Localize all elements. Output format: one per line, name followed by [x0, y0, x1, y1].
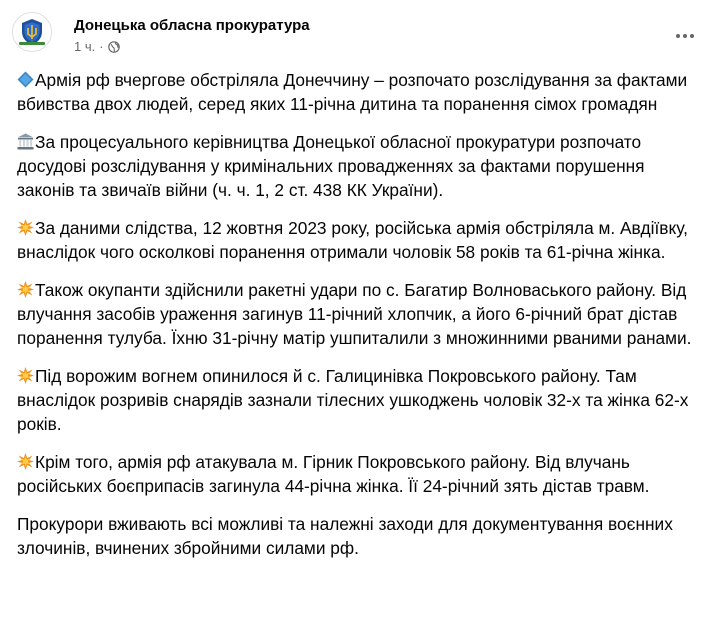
- post-paragraph: [17, 68, 702, 116]
- paragraph-text: Армія рф вчергове обстріляла Донеччину – розпочато розслідування за фактами вбивства двох людей, серед яких 11-річна дитина та поранення сімох громадян: [17, 70, 688, 114]
- globe-icon[interactable]: [108, 41, 120, 53]
- collision-icon: [17, 219, 34, 236]
- post-paragraph: [17, 278, 702, 350]
- post-timestamp[interactable]: 1 ч.: [74, 39, 96, 54]
- classical-building-icon: [17, 133, 34, 150]
- paragraph-text: Крім того, армія рф атакувала м. Гірник Покровського району. Від влучань російських боєприпасів загинула 44-річна жінка. Її 24-річний зять дістав травм.: [17, 452, 650, 496]
- collision-icon: [17, 453, 34, 470]
- post-meta: [74, 39, 120, 54]
- prosecutor-emblem-icon: [13, 13, 51, 51]
- paragraph-text: Прокурори вживають всі можливі та належні заходи для документування воєнних злочинів, вчинених збройними силами рф.: [17, 514, 673, 558]
- post-paragraph: [17, 512, 702, 560]
- paragraph-text: Також окупанти здійснили ракетні удари по с. Багатир Волноваського району. Від влучання засобів ураження загинув 11-річний хлопчик, а його 6-річний брат дістав поранення тулуба. Їхню 31-річну матір ушпиталили з множинними рваними ранами.: [17, 280, 692, 348]
- ellipsis-icon: [675, 33, 695, 39]
- page-avatar[interactable]: [12, 12, 52, 52]
- post-paragraph: [17, 364, 702, 436]
- post-paragraph: [17, 216, 702, 264]
- paragraph-text: Під ворожим вогнем опинилося й с. Галицинівка Покровського району. Там внаслідок розривів снарядів зазнали тілесних ушкоджень чоловік 32-х та жінка 62-х років.: [17, 366, 689, 434]
- paragraph-text: За процесуального керівництва Донецької обласної прокуратури розпочато досудові розслідування у кримінальних провадженнях за фактами порушення законів та звичаїв війни (ч. ч. 1, 2 ст. 438 КК України).: [17, 132, 645, 200]
- post-paragraph: [17, 450, 702, 498]
- more-options-button[interactable]: [667, 18, 703, 54]
- post-body: [17, 68, 702, 574]
- meta-separator: ·: [99, 39, 104, 54]
- collision-icon: [17, 367, 34, 384]
- paragraph-text: За даними слідства, 12 жовтня 2023 року, російська армія обстріляла м. Авдіївку, внаслідок чого осколкові поранення отримали чоловік 58 років та 61-річна жінка.: [17, 218, 688, 262]
- post-paragraph: [17, 130, 702, 202]
- blue-diamond-icon: [17, 71, 34, 88]
- page-name-link[interactable]: Донецька обласна прокуратура: [74, 17, 310, 34]
- collision-icon: [17, 281, 34, 298]
- post-header: [12, 12, 703, 58]
